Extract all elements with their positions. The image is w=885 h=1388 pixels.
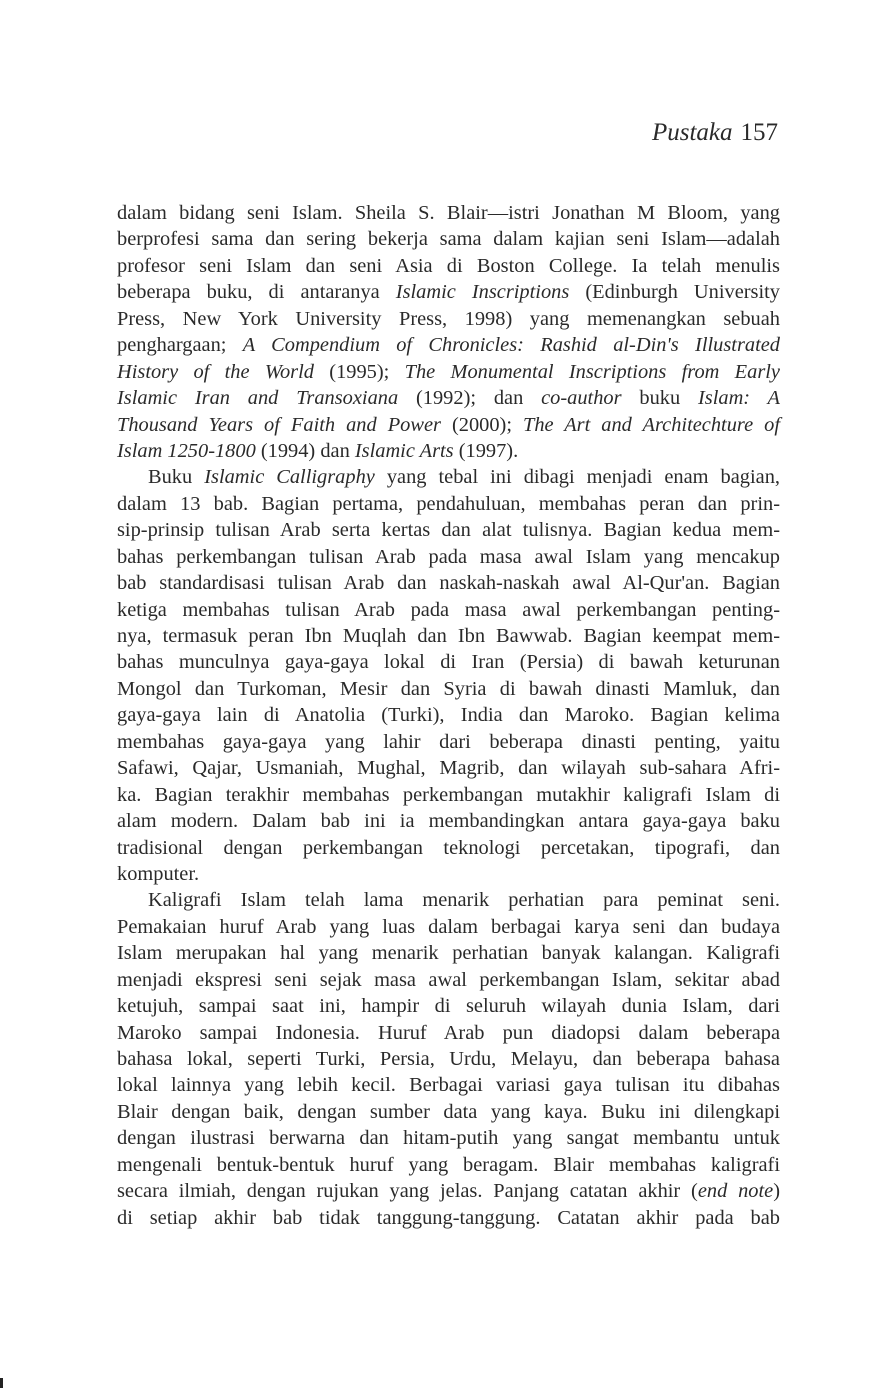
text-run: komputer. <box>117 862 200 885</box>
text-run: membahas gaya-gaya yang lahir dari beberapa dinasti penting, yaitu <box>117 730 780 753</box>
text-line <box>117 887 780 913</box>
text-run: Safawi, Qajar, Usmaniah, Mughal, Magrib, dan wilayah sub-sahara Afri- <box>117 757 780 780</box>
italic-title: Islamic Inscriptions <box>395 281 570 304</box>
text-line <box>117 332 780 358</box>
text-run: dalam 13 bab. Bagian pertama, pendahuluan, membahas peran dan prin- <box>117 492 780 515</box>
text-run: Buku <box>148 466 205 489</box>
italic-title: Islamic Calligraphy <box>204 466 375 489</box>
paragraph <box>117 887 780 1231</box>
text-run: ketujuh, sampai saat ini, hampir di seluruh wilayah dunia Islam, dari <box>117 995 780 1018</box>
text-line <box>117 1099 780 1125</box>
text-line <box>117 1205 780 1231</box>
text-run: Mongol dan Turkoman, Mesir dan Syria di bawah dinasti Mamluk, dan <box>117 677 780 700</box>
text-line <box>117 306 780 332</box>
text-run: penghargaan; <box>117 334 243 357</box>
text-run: bab standardisasi tulisan Arab dan naskah-naskah awal Al-Qur'an. Bagian <box>117 572 780 595</box>
text-line <box>117 359 780 385</box>
text-run: (1994) dan <box>255 439 355 462</box>
text-run: sip-prinsip tulisan Arab serta kertas dan alat tulisnya. Bagian kedua mem- <box>117 519 780 542</box>
text-line <box>117 279 780 305</box>
running-head <box>652 118 778 148</box>
text-run: ) <box>773 1180 780 1203</box>
text-line <box>117 464 780 490</box>
text-line <box>117 1178 780 1204</box>
page-number: 157 <box>740 119 778 146</box>
crop-mark <box>0 1378 3 1388</box>
text-line <box>117 623 780 649</box>
text-line <box>117 1020 780 1046</box>
italic-title: The Monumental Inscriptions from Early <box>404 360 780 383</box>
text-run: secara ilmiah, dengan rujukan yang jelas. Panjang catatan akhir ( <box>117 1180 698 1203</box>
text-line <box>117 412 780 438</box>
text-run: profesor seni Islam dan seni Asia di Boston College. Ia telah menulis <box>117 254 780 277</box>
text-line <box>117 861 780 887</box>
italic-title: The Art and Architechture of <box>523 413 780 436</box>
italic-title: Thousand Years of Faith and Power <box>117 413 441 436</box>
text-run: bahas munculnya gaya-gaya lokal di Iran (Persia) di bawah keturunan <box>117 651 780 674</box>
text-line <box>117 755 780 781</box>
text-line <box>117 649 780 675</box>
text-run: mengenali bentuk-bentuk huruf yang beragam. Blair membahas kaligrafi <box>117 1153 780 1176</box>
italic-title: Islamic Iran and Transoxiana <box>117 387 399 410</box>
italic-title: Islamic Arts <box>354 439 454 462</box>
text-line <box>117 782 780 808</box>
paragraph <box>117 200 780 464</box>
text-line <box>117 1072 780 1098</box>
text-run: Maroko sampai Indonesia. Huruf Arab pun diadopsi dalam beberapa <box>117 1021 780 1044</box>
text-line <box>117 729 780 755</box>
paragraph <box>117 464 780 887</box>
text-line <box>117 940 780 966</box>
text-line <box>117 702 780 728</box>
text-run: nya, termasuk peran Ibn Muqlah dan Ibn Bawwab. Bagian keempat mem- <box>117 625 780 647</box>
running-head-title: Pustaka <box>651 119 733 146</box>
text-run: beberapa buku, di antaranya <box>117 281 396 304</box>
text-run: yang tebal ini dibagi menjadi enam bagian, <box>374 466 780 489</box>
text-run: menjadi ekspresi seni sejak masa awal perkembangan Islam, sekitar abad <box>117 968 780 991</box>
text-run: lokal lainnya yang lebih kecil. Berbagai variasi gaya tulisan itu dibahas <box>117 1074 780 1097</box>
italic-title: co-author <box>541 387 622 410</box>
text-line <box>117 200 780 226</box>
text-run: di setiap akhir bab tidak tanggung-tanggung. Catatan akhir pada bab <box>117 1206 780 1229</box>
text-line <box>117 491 780 517</box>
text-line <box>117 385 780 411</box>
text-run: (1995); <box>313 360 405 383</box>
text-line <box>117 253 780 279</box>
italic-title: Islam 1250-1800 <box>117 439 256 462</box>
text-line <box>117 808 780 834</box>
text-run: tradisional dengan perkembangan teknologi percetakan, tipografi, dan <box>117 836 780 859</box>
italic-title: History of the World <box>117 360 314 383</box>
text-line <box>117 226 780 252</box>
text-line <box>117 967 780 993</box>
body-text <box>117 200 780 1231</box>
text-run: Pemakaian huruf Arab yang luas dalam berbagai karya seni dan budaya <box>117 915 780 938</box>
text-run: alam modern. Dalam bab ini ia membandingkan antara gaya-gaya baku <box>117 810 780 833</box>
text-line <box>117 597 780 623</box>
text-run: dalam bidang seni Islam. Sheila S. Blair—istri Jonathan M Bloom, yang <box>117 202 780 224</box>
text-line <box>117 1152 780 1178</box>
text-line <box>117 914 780 940</box>
text-run: buku <box>621 387 698 410</box>
text-line <box>117 993 780 1019</box>
text-line <box>117 544 780 570</box>
text-run: gaya-gaya lain di Anatolia (Turki), India dan Maroko. Bagian kelima <box>117 704 780 727</box>
text-run: ka. Bagian terakhir membahas perkembangan mutakhir kaligrafi Islam di <box>117 783 780 806</box>
italic-title: Islam: A <box>697 387 780 410</box>
text-run: (2000); <box>440 413 523 436</box>
text-run: dengan ilustrasi berwarna dan hitam-putih yang sangat membantu untuk <box>117 1127 780 1150</box>
text-run: berprofesi sama dan sering bekerja sama dalam kajian seni Islam—adalah <box>117 228 780 251</box>
text-run: ketiga membahas tulisan Arab pada masa awal perkembangan penting- <box>117 598 780 621</box>
text-run: Press, New York University Press, 1998) yang memenangkan sebuah <box>117 307 780 330</box>
text-run: Blair dengan baik, dengan sumber data yang kaya. Buku ini dilengkapi <box>117 1100 780 1123</box>
text-line <box>117 570 780 596</box>
text-run: Islam merupakan hal yang menarik perhatian banyak kalangan. Kaligrafi <box>117 942 780 965</box>
text-run: Kaligrafi Islam telah lama menarik perhatian para peminat seni. <box>148 889 780 912</box>
text-line <box>117 517 780 543</box>
text-line <box>117 1125 780 1151</box>
text-run: (1992); dan <box>398 387 542 410</box>
text-line <box>117 438 780 464</box>
italic-title: end note <box>697 1180 774 1203</box>
text-line <box>117 835 780 861</box>
text-run: (Edinburgh University <box>569 281 780 304</box>
text-line <box>117 676 780 702</box>
text-run: bahasa lokal, seperti Turki, Persia, Urdu, Melayu, dan beberapa bahasa <box>117 1048 780 1070</box>
italic-title: A Compendium of Chronicles: Rashid al-Din's Illustrated <box>242 334 780 357</box>
text-run: (1997). <box>453 439 519 462</box>
text-line <box>117 1046 780 1072</box>
text-run: bahas perkembangan tulisan Arab pada masa awal Islam yang mencakup <box>117 545 780 568</box>
